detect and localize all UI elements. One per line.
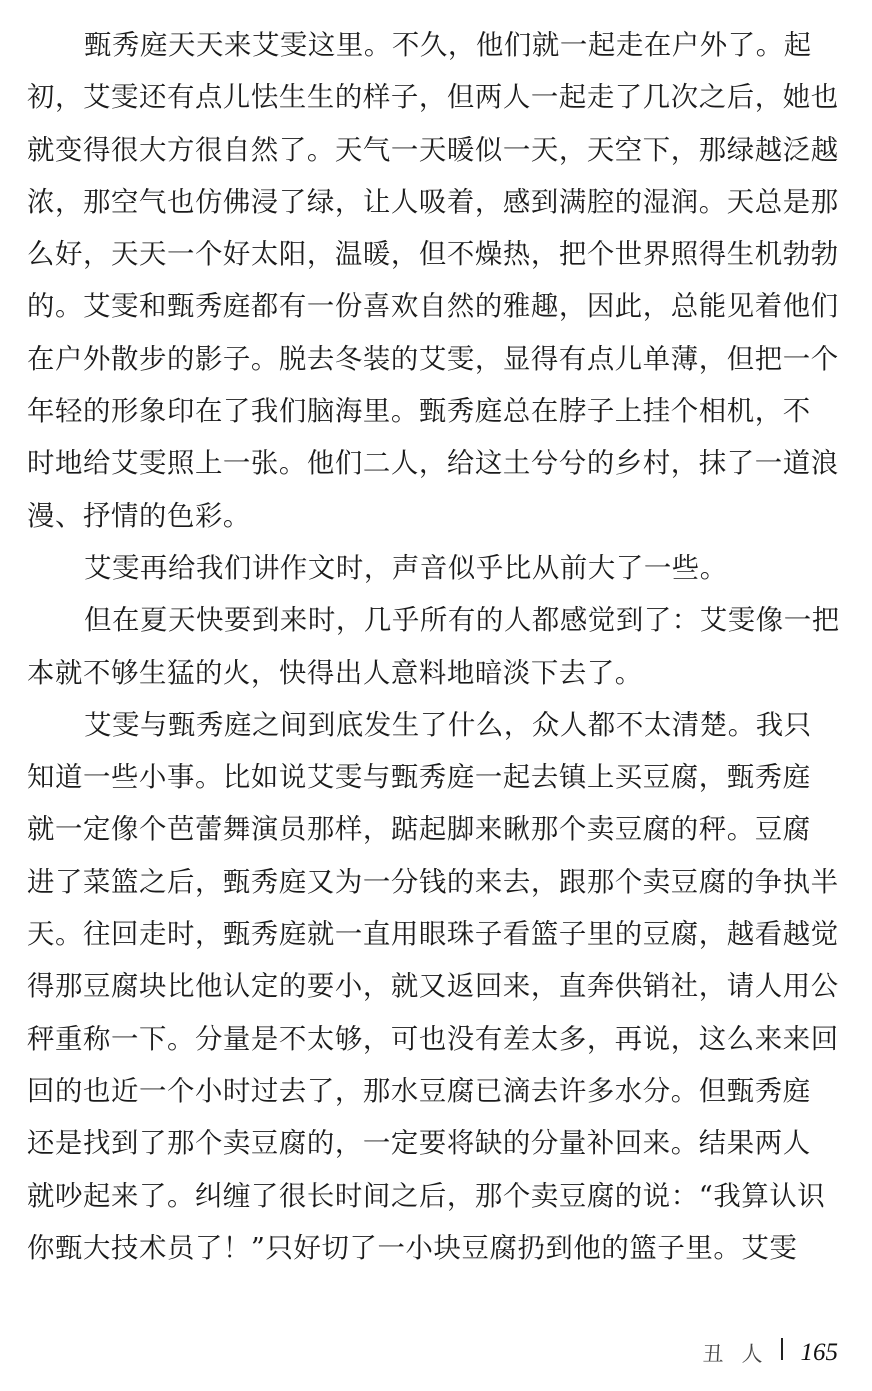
text-line: 天。往回走时，甄秀庭就一直用眼珠子看篮子里的豆腐，越看越觉 [27,919,839,951]
footer-separator [781,1338,783,1360]
text-line: 还是找到了那个卖豆腐的，一定要将缺的分量补回来。结果两人 [27,1128,811,1160]
text-line: 就一定像个芭蕾舞演员那样，踮起脚来瞅那个卖豆腐的秤。豆腐 [27,814,811,846]
text-line: 就变得很大方很自然了。天气一天暖似一天，天空下，那绿越泛越 [27,134,839,166]
text-line: 回的也近一个小时过去了，那水豆腐已滴去许多水分。但甄秀庭 [27,1075,811,1107]
text-line: 年轻的形象印在了我们脑海里。甄秀庭总在脖子上挂个相机，不 [27,396,811,428]
text-line: 但在夏天快要到来时，几乎所有的人都感觉到了：艾雯像一把 [84,605,840,637]
text-line: 进了菜篮之后，甄秀庭又为一分钱的来去，跟那个卖豆腐的争执半 [27,866,839,898]
text-line: 本就不够生猛的火，快得出人意料地暗淡下去了。 [27,657,643,689]
text-line: 得那豆腐块比他认定的要小，就又返回来，直奔供销社，请人用公 [27,971,839,1003]
text-line: 初，艾雯还有点儿怯生生的样子，但两人一起走了几次之后，她也 [27,82,839,114]
text-line: 么好，天天一个好太阳，温暖，但不燥热，把个世界照得生机勃勃 [27,239,839,271]
page-body [27,20,845,1275]
page-footer [703,1333,839,1373]
text-line: 甄秀庭天天来艾雯这里。不久，他们就一起走在户外了。起 [84,30,812,61]
text-line: 时地给艾雯照上一张。他们二人，给这土兮兮的乡村，抹了一道浪 [27,448,839,480]
text-line: 就吵起来了。纠缠了很长时间之后，那个卖豆腐的说：“我算认识 [27,1180,826,1212]
text-line: 艾雯与甄秀庭之间到底发生了什么，众人都不太清楚。我只 [84,709,812,741]
running-title: 丑人 [702,1342,781,1366]
text-line: 的。艾雯和甄秀庭都有一份喜欢自然的雅趣，因此，总能见着他们 [27,291,839,323]
page-number: 165 [800,1339,838,1366]
text-line: 艾雯再给我们讲作文时，声音似乎比从前大了一些。 [84,552,728,584]
text-line: 浓，那空气也仿佛浸了绿，让人吸着，感到满腔的湿润。天总是那 [27,186,839,218]
text-line: 漫、抒情的色彩。 [27,500,251,532]
text-line: 你甄大技术员了！”只好切了一小块豆腐扔到他的篮子里。艾雯 [27,1232,798,1264]
text-line: 在户外散步的影子。脱去冬装的艾雯，显得有点儿单薄，但把一个 [27,343,839,375]
text-line: 秤重称一下。分量是不太够，可也没有差太多，再说，这么来来回 [27,1023,839,1055]
text-line: 知道一些小事。比如说艾雯与甄秀庭一起去镇上买豆腐，甄秀庭 [27,762,811,794]
